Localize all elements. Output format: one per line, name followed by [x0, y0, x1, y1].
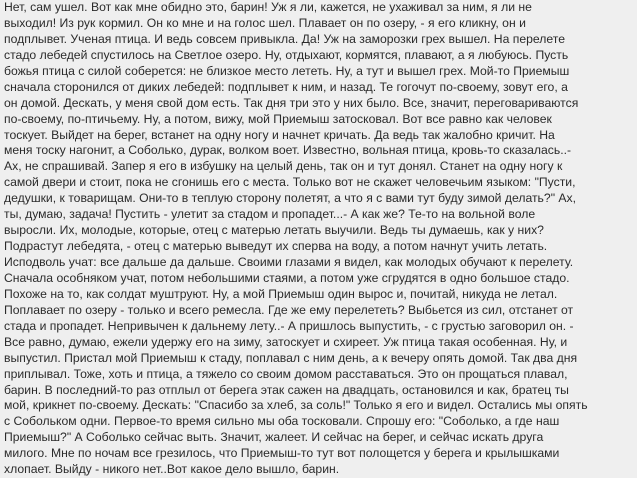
text-line: Ах, не спрашивай. Запер я его в избушку на целый день, так он и тут донял. Станет на одну ногу к [4, 159, 563, 174]
text-line: барин. В последний-то раз отплыл от берега этак сажен на двадцать, остановился и как, братец ты [4, 382, 569, 397]
text-line: милого. Мне по ночам все грезилось, что Приемыш-то тут вот полощется у берега и крылышками [4, 446, 560, 461]
text-line: Похоже на то, как солдат муштруют. Ну, а мой Приемыш один вырос и, почитай, никуда не летал. [4, 286, 558, 301]
text-line: Все равно, думаю, ежели удержу его на зиму, затоскует и схиреет. Уж птица такая особенная. Ну, и [4, 334, 568, 349]
text-line: тоскует. Выйдет на берег, встанет на одну ногу и начнет кричать. Да ведь так жалобно кричит. На [4, 127, 555, 142]
text-line: выпустил. Пристал мой Приемыш к стаду, поплавал с ним день, а к вечеру опять домой. Так два дня [4, 350, 578, 365]
text-line: выросли. Их, молодые, которые, отец с матерью летать выучили. Ведь ты думаешь, как у них? [4, 223, 544, 238]
text-line: самой двери и стоит, пока не сгонишь его с места. Только вот не скажет человечьим языком: "Пусти, [4, 175, 576, 190]
text-line: Исподволь учат: все дальше да дальше. Своими глазами я видел, как молодых обучают к перелету. [4, 255, 574, 269]
text-line: стада и пропадет. Непривычен к дальнему лету..- А пришлось выпустить, - с грустью заговорил он. - [4, 318, 574, 333]
text-line: божья птица с силой соберется: не близкое место лететь. Ну, а тут и вышел грех. Мой-то Приемыш [4, 63, 570, 78]
text-line: сначала сторонился от диких лебедей: подплывет к ним, и назад. Те гогочут по-своему, зовут его, а [4, 79, 568, 94]
text-line: по-своему, по-птичьему. Ну, а потом, вижу, мой Приемыш затосковал. Вот все равно как человек [4, 111, 552, 126]
text-line: хлопает. Выйду - никого нет..Вот какое дело вышло, барин. [4, 462, 340, 477]
text-line: меня тоску нагонит, а Соболько, дурак, волком воет. Известно, вольная птица, кровь-то сказалась..- [4, 143, 572, 158]
text-line: он домой. Дескать, у меня свой дом есть. Так дня три это у них было. Все, значит, переговариваются [4, 95, 579, 110]
text-line: Приемыш?" А Соболько сейчас выть. Значит, жалеет. И сейчас на берег, и сейчас искать друга [4, 430, 544, 445]
text-line: приплывал. Тоже, хоть и птица, а тяжело со своим домом расставаться. Это он прощаться плавал, [4, 366, 568, 381]
text-line: выходил! Из рук кормил. Он ко мне и на голос шел. Плавает он по озеру, - я его кликну, он и [4, 15, 526, 30]
text-line: Подрастут лебедята, - отец с матерью выведут их сперва на воду, а потом начнут учить летать. [4, 239, 548, 254]
text-line: Нет, сам ушел. Вот как мне обидно это, барин! Уж я ли, кажется, не ухаживал за ним, я ли не [4, 0, 532, 14]
text-line: подплывет. Ученая птица. И ведь совсем привыкла. Да! Уж на заморозки грех вышел. На перелете [4, 31, 565, 46]
text-line: дедушки, к товарищам. Они-то в теплую сторону полетят, а что я с вами тут буду зимой делать?" Ах, [4, 191, 577, 206]
text-line: стадо лебедей спустилось на Светлое озеро. Ну, отдыхают, кормятся, плавают, а я любуюсь. Пусть [4, 47, 569, 62]
story-text [4, 0, 636, 478]
text-line: с Собольком одни. Первое-то время сильно мы оба тосковали. Спрошу его: "Соболько, а где наш [4, 414, 560, 429]
text-line: мой, крикнет по-своему. Дескать: "Спасибо за хлеб, за соль!" Только я его и видел. Остались мы опять [4, 398, 588, 413]
text-line: Сначала особняком учат, потом небольшими стаями, а потом уже сгрудятся в одно большое стадо. [4, 270, 570, 285]
text-line: Поплавает по озеру - только и всего ремесла. Где же ему перелететь? Выбьется из сил, отстанет от [4, 302, 574, 317]
text-line: ты, думаю, задача! Пустить - улетит за стадом и пропадет...- А как же? Те-то на вольной воле [4, 207, 536, 222]
